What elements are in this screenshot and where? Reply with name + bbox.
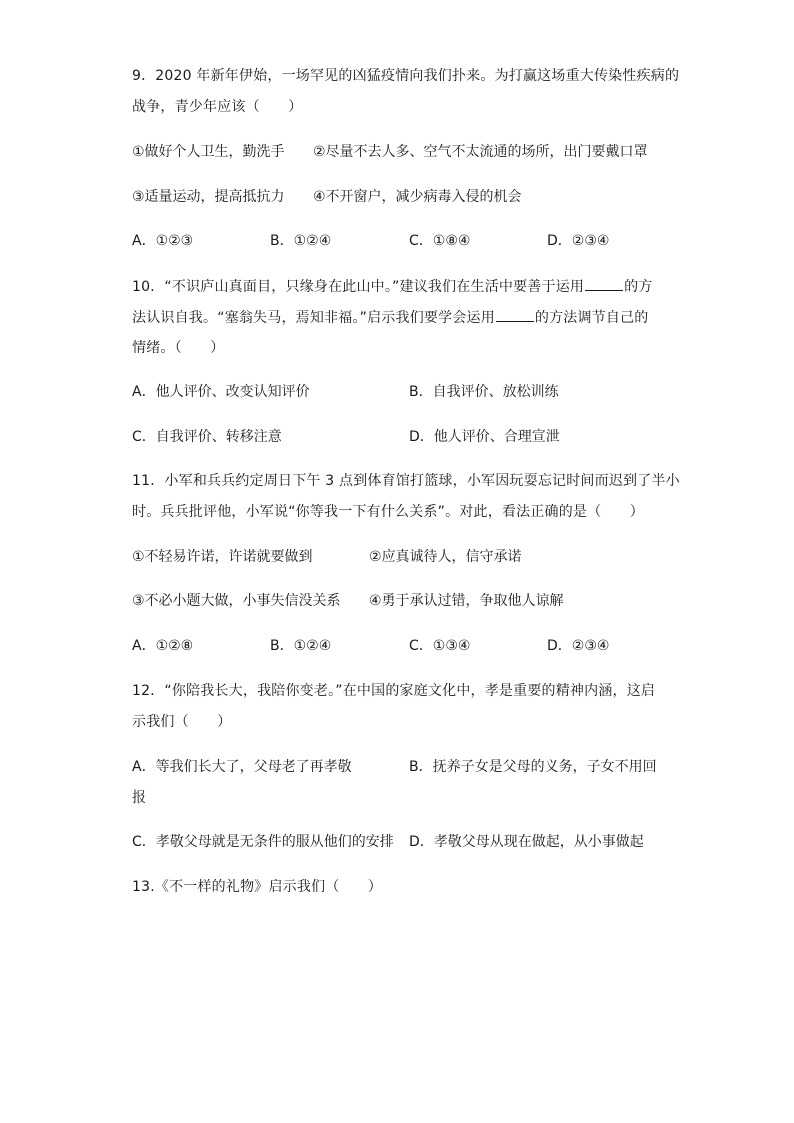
q11-option-a: A．①②⑧ — [132, 638, 194, 654]
q10-stem-line-2-tail: 的方法调节自己的 — [534, 310, 649, 326]
q10-stem-line-1-text: 10．“不识庐山真面目，只缘身在此山中。”建议我们在生活中要善于运用 — [132, 279, 585, 295]
q12-option-d: D．孝敬父母从现在做起，从小事做起 — [409, 834, 644, 850]
q9-stem-line-2: 战争，青少年应该（ ） — [132, 99, 303, 115]
answer-blank — [585, 276, 623, 291]
q10-stem-line-1-tail: 的方 — [624, 279, 653, 295]
q10-stem-line-2 — [132, 307, 649, 328]
q11-stem-line-2: 时。兵兵批评他，小军说“你等我一下有什么关系”。对此，看法正确的是（ ） — [132, 504, 644, 520]
q11-option-b: B．①②④ — [270, 638, 332, 654]
q10-stem-line-2-text: 法认识自我。“塞翁失马，焉知非福。”启示我们要学会运用 — [132, 310, 495, 326]
q9-option-c: C．①⑧④ — [409, 233, 471, 249]
q10-stem-line-1 — [132, 276, 653, 297]
q10-option-b: B．自我评价、放松训练 — [409, 384, 559, 400]
q10-option-c: C．自我评价、转移注意 — [132, 429, 282, 445]
q9-stem-line-1: 9．2020 年新年伊始，一场罕见的凶猛疫情向我们扑来。为打赢这场重大传染性疾病的 — [132, 68, 680, 84]
q9-item-4: ④不开窗户，减少病毒入侵的机会 — [313, 189, 522, 205]
q9-item-2: ②尽量不去人多、空气不太流通的场所，出门要戴口罩 — [313, 144, 648, 160]
q10-option-d: D．他人评价、合理宣泄 — [409, 429, 560, 445]
q12-option-a: A．等我们长大了，父母老了再孝敬 — [132, 759, 352, 775]
q9-option-a: A．①②③ — [132, 233, 194, 249]
q11-item-3: ③不必小题大做，小事失信没关系 — [132, 593, 341, 609]
q9-option-b: B．①②④ — [270, 233, 332, 249]
q12-stem-line-2: 示我们（ ） — [132, 714, 232, 730]
q11-item-1: ①不轻易许诺，许诺就要做到 — [132, 549, 313, 565]
q11-item-4: ④勇于承认过错，争取他人谅解 — [369, 593, 564, 609]
q12-option-c: C．孝敬父母就是无条件的服从他们的安排 — [132, 834, 394, 850]
answer-blank — [496, 307, 534, 322]
q11-option-c: C．①③④ — [409, 638, 471, 654]
q13-stem-line-1: 13.《不一样的礼物》启示我们（ ） — [132, 879, 383, 895]
q9-item-1: ①做好个人卫生，勤洗手 — [132, 144, 285, 160]
q12-option-b: B．抚养子女是父母的义务，子女不用回 — [409, 759, 657, 775]
q11-option-d: D．②③④ — [547, 638, 610, 654]
q9-item-3: ③适量运动，提高抵抗力 — [132, 189, 285, 205]
q11-stem-line-1: 11．小军和兵兵约定周日下午 3 点到体育馆打篮球，小军因玩耍忘记时间而迟到了半小 — [132, 473, 680, 489]
q12-option-b-wrap: 报 — [132, 790, 146, 806]
q10-option-a: A．他人评价、改变认知评价 — [132, 384, 310, 400]
q10-stem-line-3: 情绪。（ ） — [132, 340, 225, 356]
q9-option-d: D．②③④ — [547, 233, 610, 249]
q12-stem-line-1: 12．“你陪我长大，我陪你变老。”在中国的家庭文化中，孝是重要的精神内涵，这启 — [132, 683, 656, 699]
q11-item-2: ②应真诚待人，信守承诺 — [369, 549, 522, 565]
